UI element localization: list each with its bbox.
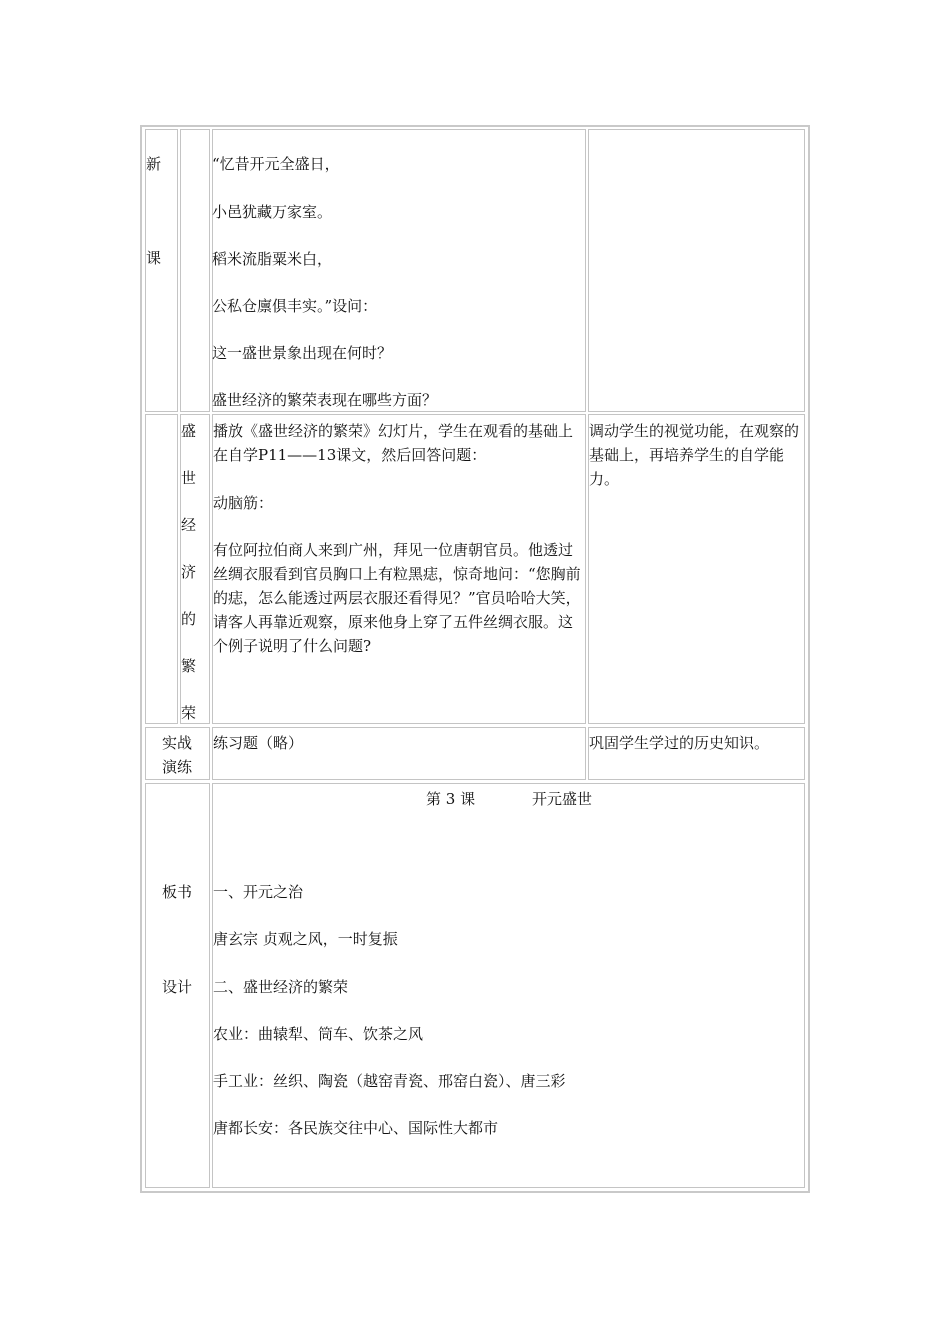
- board-line: 二、盛世经济的繁荣: [213, 978, 349, 996]
- section-title-char: 经: [181, 516, 197, 534]
- board-line: 唐玄宗 贞观之风，一时复振: [213, 930, 398, 948]
- row-practice-label-1: 实战: [162, 734, 193, 752]
- board-line: 唐都长安：各民族交往中心、国际性大都市: [213, 1119, 499, 1137]
- row-new-sub-cell: [180, 129, 210, 412]
- poem-line: 公私仓廪俱丰实。”设问：: [212, 297, 378, 315]
- practice-content: 练习题（略）: [213, 734, 304, 752]
- practice-purpose: 巩固学生学过的历史知识。: [589, 734, 770, 752]
- board-line: 农业：曲辕犁、筒车、饮茶之风: [213, 1025, 424, 1043]
- lesson-title: 开元盛世: [532, 790, 593, 808]
- section-title-char: 的: [181, 610, 197, 628]
- lesson-number: 第 3 课: [426, 790, 476, 808]
- section-title-char: 荣: [181, 704, 197, 722]
- row-new-label-1: 新: [146, 155, 162, 173]
- poem-line: 稻米流脂粟米白，: [212, 250, 333, 268]
- row-board-label-1: 板书: [162, 883, 193, 901]
- row-econ-label-cell: [145, 414, 178, 724]
- poem-line: “忆昔开元全盛日，: [212, 155, 340, 173]
- board-line: 一、开元之治: [213, 883, 304, 901]
- section-title-char: 繁: [181, 657, 197, 675]
- row-practice-label-2: 演练: [162, 758, 193, 776]
- row-new-label-2: 课: [146, 249, 162, 267]
- question-line: 这一盛世景象出现在何时？: [212, 344, 393, 362]
- merchant-story: 有位阿拉伯商人来到广州，拜见一位唐朝官员。他透过丝绸衣服看到官员胸口上有粒黑痣，惊奇地问：“您胸前的痣，怎么能透过两层衣服还看得见？”官员哈哈大笑，请客人再靠近观察，原来他身上穿了五件丝绸衣服。这个例子说明了什么问题?: [213, 541, 581, 655]
- brainstorm-heading: 动脑筋：: [213, 494, 274, 512]
- section-title-char: 盛: [181, 422, 197, 440]
- row-new-purpose-cell: [588, 129, 805, 412]
- section-title-char: 世: [181, 469, 197, 487]
- activity-intro: 播放《盛世经济的繁荣》幻灯片，学生在观看的基础上在自学P11——13课文，然后回答问题：: [213, 422, 574, 464]
- row-board-label-2: 设计: [162, 978, 193, 996]
- board-line: 手工业：丝织、陶瓷（越窑青瓷、邢窑白瓷）、唐三彩: [213, 1072, 566, 1090]
- poem-line: 小邑犹藏万家室。: [212, 203, 333, 221]
- section-title-char: 济: [181, 563, 197, 581]
- question-line: 盛世经济的繁荣表现在哪些方面？: [212, 391, 438, 409]
- row-econ-purpose: 调动学生的视觉功能，在观察的基础上，再培养学生的自学能力。: [589, 422, 800, 488]
